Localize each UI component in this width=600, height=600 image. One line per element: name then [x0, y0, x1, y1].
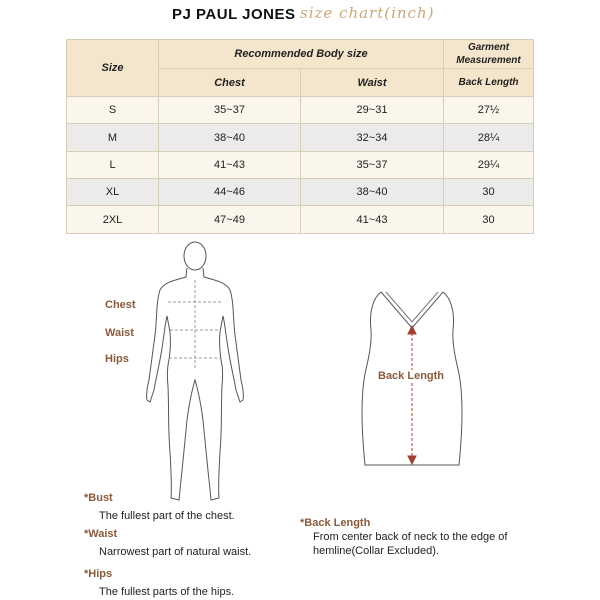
waist-cell: 35~37	[301, 152, 444, 179]
waist-cell: 29~31	[301, 97, 444, 124]
star-icon: *	[300, 517, 305, 529]
table-row	[67, 97, 534, 124]
back-length-title	[300, 517, 370, 529]
figure-label-waist: Waist	[105, 327, 134, 339]
table-row	[67, 124, 534, 152]
waist-title	[84, 528, 117, 540]
size-cell: XL	[67, 179, 159, 206]
size-cell: L	[67, 152, 159, 179]
size-cell: 2XL	[67, 206, 159, 234]
size-table	[66, 39, 534, 234]
size-cell: S	[67, 97, 159, 124]
star-icon: *	[84, 492, 89, 504]
back-length-title-text: Back Length	[304, 517, 371, 529]
brand-name: PJ PAUL JONES	[172, 6, 296, 23]
body-figure-illustration	[140, 240, 250, 510]
size-cell: M	[67, 124, 159, 152]
back-length-cell: 28¼	[444, 124, 534, 152]
back-length-column-header: Back Length	[444, 69, 534, 97]
chest-cell: 38~40	[159, 124, 301, 152]
hips-title	[84, 568, 112, 580]
recommended-body-size-header: Recommended Body size	[159, 40, 444, 69]
waist-cell: 41~43	[301, 206, 444, 234]
hips-description: The fullest parts of the hips.	[99, 586, 235, 598]
chest-cell: 41~43	[159, 152, 301, 179]
table-row	[67, 206, 534, 234]
waist-description: Narrowest part of natural waist.	[99, 546, 252, 558]
bust-description: The fullest part of the chest.	[99, 510, 235, 522]
figure-label-chest: Chest	[105, 299, 136, 311]
chest-cell: 35~37	[159, 97, 301, 124]
waist-cell: 32~34	[301, 124, 444, 152]
chest-column-header: Chest	[159, 69, 301, 97]
back-length-description-line1: From center back of neck to the edge of	[313, 531, 508, 543]
star-icon: *	[84, 528, 89, 540]
table-row	[67, 152, 534, 179]
back-length-cell: 30	[444, 206, 534, 234]
size-chart-subtitle: size chart(inch)	[300, 4, 435, 22]
arrow-up-icon	[408, 326, 416, 334]
hips-title-text: Hips	[88, 568, 113, 580]
head-outline	[184, 242, 206, 270]
star-icon: *	[84, 568, 89, 580]
size-column-header: Size	[67, 40, 159, 97]
waist-cell: 38~40	[301, 179, 444, 206]
garment-measurement-header: Garment Measurement	[444, 40, 534, 69]
bust-title-text: Bust	[88, 492, 113, 504]
back-length-cell: 30	[444, 179, 534, 206]
table-row	[67, 179, 534, 206]
back-length-cell: 29¼	[444, 152, 534, 179]
figure-label-back-length: Back Length	[378, 370, 445, 382]
waist-column-header: Waist	[301, 69, 444, 97]
bust-title	[84, 492, 113, 504]
back-length-description-line2: hemline(Collar Excluded).	[313, 545, 439, 557]
figure-label-hips: Hips	[105, 353, 129, 365]
chest-cell: 47~49	[159, 206, 301, 234]
waist-title-text: Waist	[88, 528, 118, 540]
arrow-down-icon	[408, 456, 416, 464]
back-length-cell: 27½	[444, 97, 534, 124]
chest-cell: 44~46	[159, 179, 301, 206]
